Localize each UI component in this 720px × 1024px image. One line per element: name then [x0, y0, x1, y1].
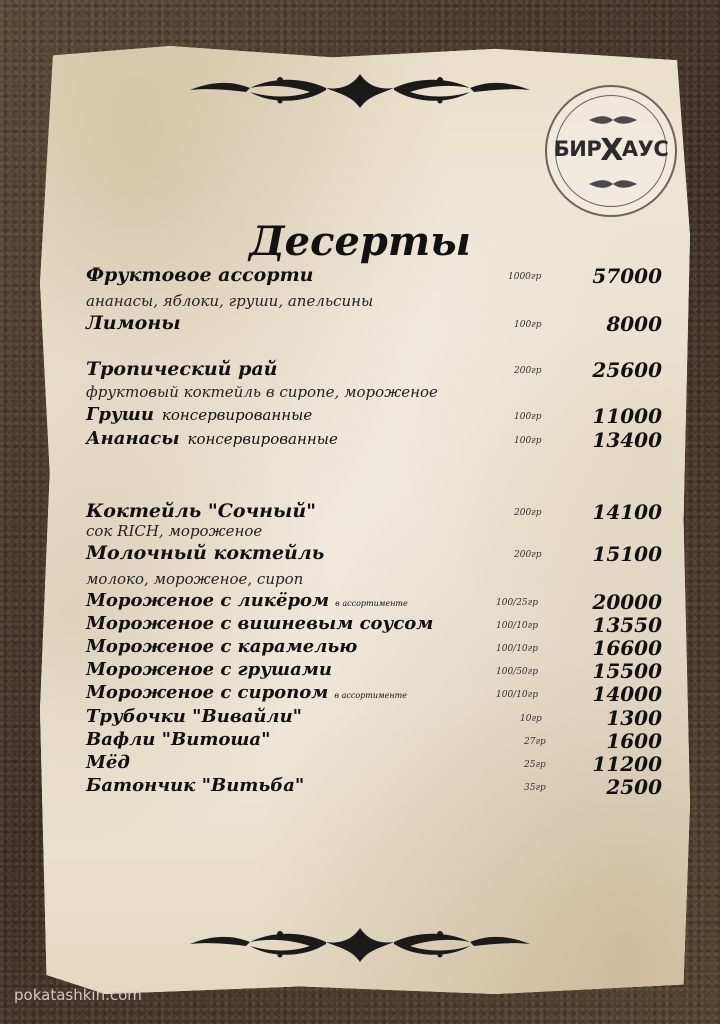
menu-item — [0, 636, 720, 660]
menu-item-name-text: Мороженое с грушами — [86, 659, 332, 680]
menu-item-name-text: Мороженое с карамелью — [86, 636, 358, 657]
menu-item-portion: 1000гр — [508, 272, 542, 282]
logo-text-x: Х — [600, 133, 623, 168]
logo-text-left: БИР — [553, 137, 602, 161]
menu-item-tiny-note: в ассортименте — [334, 691, 407, 700]
menu-item-name-text: Молочный коктейль — [86, 542, 325, 564]
bottom-ornament-icon — [180, 922, 540, 966]
menu-item-price: 2500 — [606, 775, 662, 799]
menu-item-name-text: Мороженое с вишневым соусом — [86, 613, 434, 634]
menu-item — [0, 264, 720, 288]
menu-item-name-text: Груши — [86, 404, 154, 425]
menu-item — [0, 428, 720, 452]
menu-item-name — [86, 613, 433, 634]
menu-item-name-text: Мороженое с ликёром — [86, 590, 330, 611]
menu-item — [0, 590, 720, 614]
menu-item-name-text: Мороженое с сиропом — [86, 682, 329, 703]
menu-item — [0, 682, 720, 706]
menu-item-name — [86, 404, 312, 425]
menu-item — [0, 613, 720, 637]
page-title: Десерты — [249, 218, 471, 265]
menu-item-note: консервированные — [187, 430, 338, 448]
menu-item-price: 14000 — [592, 682, 662, 706]
menu-item-portion: 35гр — [524, 783, 546, 793]
menu-item — [0, 312, 720, 336]
menu-item-name-text: Мёд — [86, 752, 130, 773]
menu-item-name-text: Трубочки "Вивайли" — [86, 706, 303, 727]
menu-item-price: 57000 — [592, 264, 662, 288]
menu-item-price: 20000 — [592, 590, 662, 614]
menu-item-name — [86, 659, 332, 680]
menu-item — [0, 358, 720, 382]
menu-item-name — [86, 428, 338, 449]
menu-item — [0, 542, 720, 566]
menu-item-name-text: Вафли "Витоша" — [86, 729, 271, 750]
menu-item-description: фруктовый коктейль в сиропе, мороженое — [86, 383, 438, 401]
menu-item-portion: 100/10гр — [496, 621, 538, 631]
menu-item-price: 1300 — [606, 706, 662, 730]
menu-item-note: консервированные — [161, 406, 313, 424]
menu-item-portion: 100/10гр — [496, 690, 538, 700]
menu-item-portion: 27гр — [524, 737, 546, 747]
menu-item-description: ананасы, яблоки, груши, апельсины — [86, 292, 374, 310]
menu-item-price: 14100 — [592, 500, 662, 524]
menu-item — [0, 404, 720, 428]
logo-ornament-icon — [587, 115, 639, 125]
menu-item-name — [86, 729, 270, 750]
menu-item-name — [86, 358, 277, 380]
menu-item-price: 25600 — [592, 358, 662, 382]
menu-item-portion: 100/25гр — [496, 598, 538, 608]
menu-item-price: 13550 — [592, 613, 662, 637]
menu-item-name — [86, 590, 408, 611]
menu-item — [0, 500, 720, 524]
menu-item — [0, 752, 720, 776]
menu-item-portion: 100/50гр — [496, 667, 538, 677]
menu-item-name-text: Фруктовое ассорти — [86, 264, 314, 286]
menu-item-price: 11000 — [592, 404, 662, 428]
menu-item-price: 1600 — [606, 729, 662, 753]
menu-item-name — [86, 636, 357, 657]
menu-item-portion: 100/10гр — [496, 644, 538, 654]
menu-item-name-text: Коктейль "Сочный" — [86, 500, 317, 522]
menu-item-name — [86, 542, 324, 564]
menu-item-portion: 100гр — [514, 320, 542, 330]
birhaus-logo — [545, 85, 677, 217]
menu-item-name — [86, 682, 407, 703]
menu-item-name — [86, 706, 302, 727]
menu-item-name-text: Ананасы — [86, 428, 180, 449]
logo-text — [547, 133, 675, 168]
menu-item-portion: 200гр — [514, 366, 542, 376]
menu-item-price: 11200 — [592, 752, 662, 776]
menu-item-name-text: Тропический рай — [86, 358, 278, 380]
menu-item-name — [86, 264, 314, 286]
top-ornament-icon — [180, 68, 540, 112]
menu-item-price: 13400 — [592, 428, 662, 452]
logo-text-right: АУС — [621, 137, 669, 161]
menu-item-tiny-note: в ассортименте — [335, 599, 408, 608]
menu-item — [0, 729, 720, 753]
menu-item — [0, 775, 720, 799]
menu-item-portion: 200гр — [514, 550, 542, 560]
watermark: pokatashkin.com — [14, 986, 142, 1004]
menu-item-portion: 100гр — [514, 412, 542, 422]
menu-item-price: 15500 — [592, 659, 662, 683]
menu-item-name — [86, 500, 316, 522]
menu-item-name-text: Батончик "Витьба" — [86, 775, 305, 796]
menu-item-price: 8000 — [606, 312, 662, 336]
menu-item-name — [86, 752, 130, 773]
menu-item-portion: 10гр — [520, 714, 542, 724]
menu-item-portion: 100гр — [514, 436, 542, 446]
logo-ornament-icon — [587, 179, 639, 189]
menu-item-name — [86, 775, 304, 796]
menu-item-price: 16600 — [592, 636, 662, 660]
menu-item — [0, 706, 720, 730]
menu-item-description: молоко, мороженое, сироп — [86, 570, 304, 588]
menu-item-description: сок RICH, мороженое — [86, 522, 263, 540]
menu-item-name-text: Лимоны — [86, 312, 181, 334]
menu-item-name — [86, 312, 181, 334]
menu-item-portion: 25гр — [524, 760, 546, 770]
menu-item-price: 15100 — [592, 542, 662, 566]
menu-item-portion: 200гр — [514, 508, 542, 518]
menu-item — [0, 659, 720, 683]
